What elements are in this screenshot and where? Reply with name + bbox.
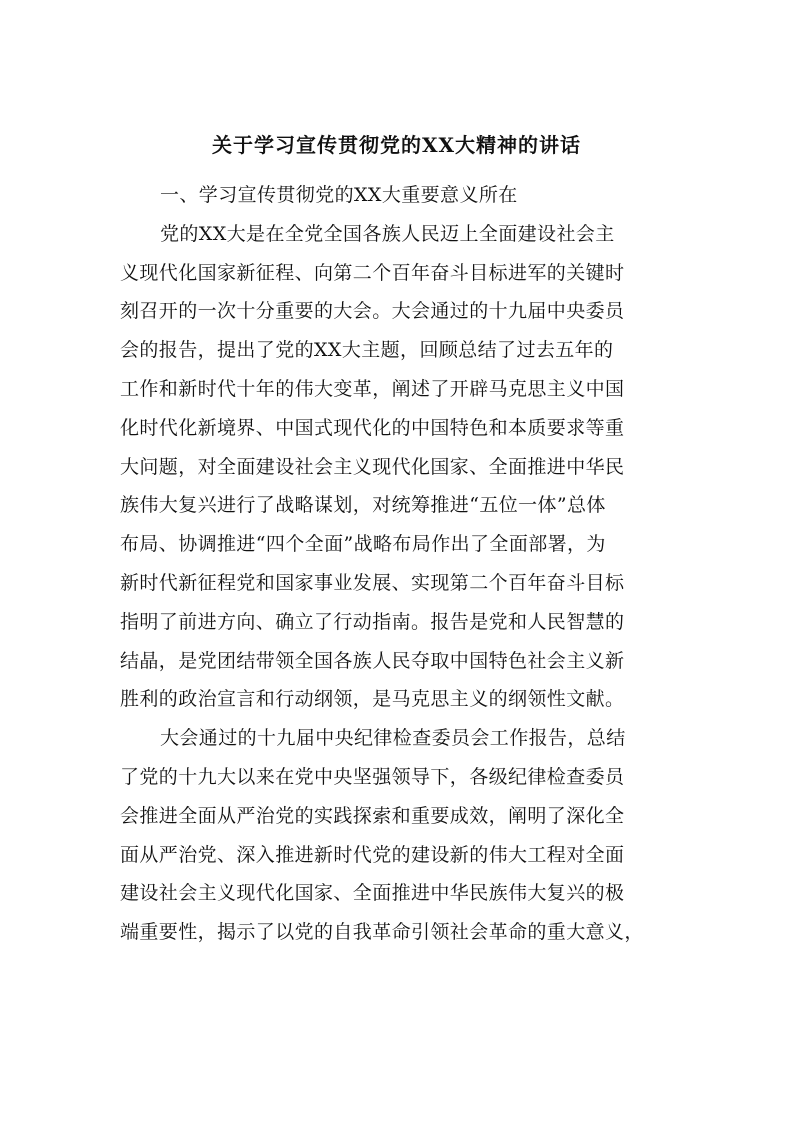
paragraph-line: 化时代化新境界、中国式现代化的中国特色和本质要求等重	[120, 416, 625, 439]
document-body	[120, 176, 680, 952]
section-heading: 一、学习宣传贯彻党的XX大重要意义所在	[160, 184, 518, 206]
paragraph-line: 新时代新征程党和国家事业发展、实现第二个百年奋斗目标	[120, 571, 625, 594]
paragraph-line: 结晶，是党团结带领全国各族人民夺取中国特色社会主义新	[120, 649, 625, 672]
paragraph-line: 建设社会主义现代化国家、全面推进中华民族伟大复兴的极	[120, 882, 625, 905]
paragraph-line: 会推进全面从严治党的实践探索和重要成效，阐明了深化全	[120, 804, 625, 827]
paragraph-line: 工作和新时代十年的伟大变革，阐述了开辟马克思主义中国	[120, 377, 625, 400]
paragraph-line: 大会通过的十九届中央纪律检查委员会工作报告，总结	[160, 727, 626, 750]
paragraph-line: 会的报告，提出了党的XX大主题，回顾总结了过去五年的	[120, 339, 614, 362]
paragraph-line: 党的XX大是在全党全国各族人民迈上全面建设社会主	[160, 222, 615, 245]
paragraph-line: 布局、协调推进“四个全面”战略布局作出了全面部署，为	[120, 533, 606, 556]
paragraph-line: 胜利的政治宣言和行动纲领，是马克思主义的纲领性文献。	[120, 688, 625, 711]
paragraph-line: 面从严治党、深入推进新时代党的建设新的伟大工程对全面	[120, 843, 625, 866]
paragraph-line: 了党的十九大以来在党中央坚强领导下，各级纪律检查委员	[120, 765, 625, 788]
paragraph-line: 族伟大复兴进行了战略谋划，对统筹推进“五位一体”总体	[120, 494, 606, 517]
paragraph-line: 刻召开的一次十分重要的大会。大会通过的十九届中央委员	[120, 300, 625, 323]
paragraph-line: 大问题，对全面建设社会主义现代化国家、全面推进中华民	[120, 455, 625, 478]
paragraph-line: 端重要性，揭示了以党的自我革命引领社会革命的重大意义，	[120, 921, 644, 944]
paragraph-line: 义现代化国家新征程、向第二个百年奋斗目标进军的关键时	[120, 261, 625, 284]
paragraph-line: 指明了前进方向、确立了行动指南。报告是党和人民智慧的	[120, 610, 625, 633]
document-title: 关于学习宣传贯彻党的XX大精神的讲话	[211, 133, 582, 157]
